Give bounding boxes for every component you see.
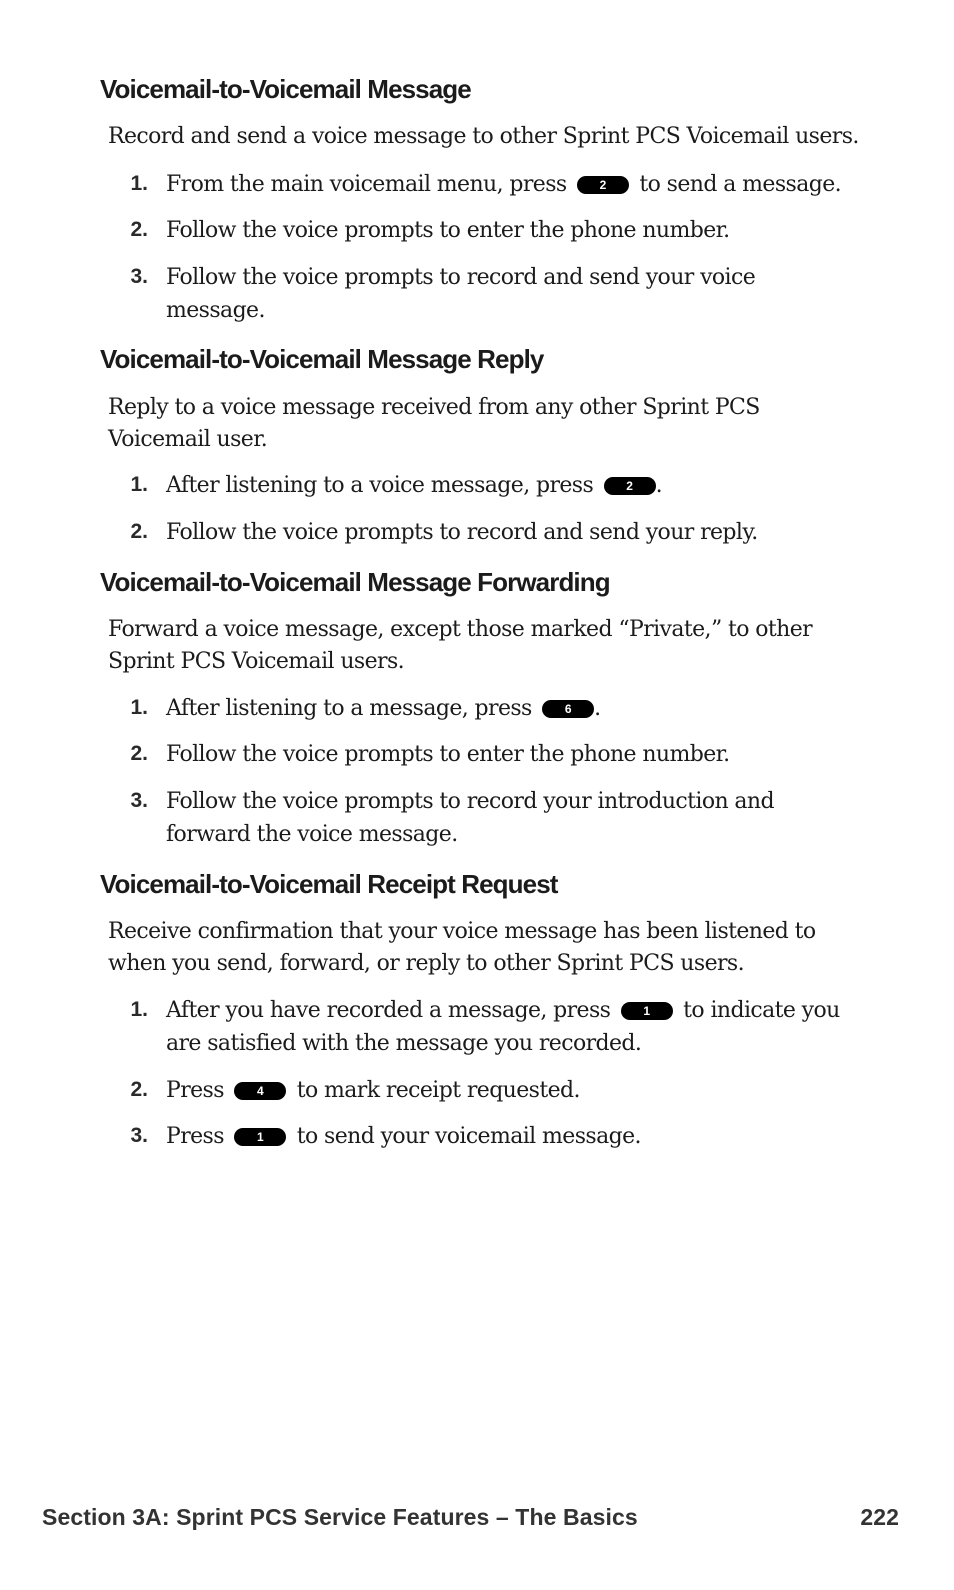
step-number: 2. [130, 218, 148, 241]
step-number: 3. [130, 1124, 148, 1147]
step-text: After listening to a voice message, press 2 . [166, 473, 662, 498]
step-number: 1. [130, 696, 148, 719]
page-number: 222 [860, 1504, 899, 1530]
step-number: 1. [130, 998, 148, 1021]
step-text: From the main voicemail menu, press 2 to send a message. [166, 172, 842, 197]
step-number: 2. [130, 520, 148, 543]
step-text: Follow the voice prompts to record your introduction and forward the voice message. [166, 789, 774, 847]
key-6-icon: 6 [542, 700, 594, 718]
step-number: 3. [130, 265, 148, 288]
step-number: 1. [130, 172, 148, 195]
section-intro-message: Record and send a voice message to other Sprint PCS Voicemail users. [108, 124, 859, 149]
section-heading-forwarding: Voicemail-to-Voicemail Message Forwarding [100, 567, 610, 597]
step-number: 3. [130, 789, 148, 812]
step-text: Follow the voice prompts to enter the phone number. [166, 218, 730, 243]
step-text: Follow the voice prompts to record and send your reply. [166, 520, 758, 545]
step-number: 2. [130, 1078, 148, 1101]
footer-section-title: Section 3A: Sprint PCS Service Features – The Basics [42, 1504, 638, 1530]
step-text: After you have recorded a message, press 1 to indicate you are satisfied with the message you recorded. [166, 998, 840, 1056]
section-heading-receipt: Voicemail-to-Voicemail Receipt Request [100, 869, 558, 899]
section-heading-reply: Voicemail-to-Voicemail Message Reply [100, 344, 544, 374]
section-intro-reply: Reply to a voice message received from any other Sprint PCS Voicemail user. [108, 395, 760, 452]
key-4-icon: 4 [234, 1082, 286, 1100]
step-text: Press 4 to mark receipt requested. [166, 1078, 580, 1103]
step-number: 1. [130, 473, 148, 496]
step-text: After listening to a message, press 6 . [166, 696, 601, 721]
step-number: 2. [130, 742, 148, 765]
key-2-icon: 2 [577, 176, 629, 194]
key-2-icon: 2 [604, 477, 656, 495]
key-1-icon: 1 [621, 1002, 673, 1020]
section-intro-forwarding: Forward a voice message, except those marked “Private,” to other Sprint PCS Voicemail users. [108, 617, 813, 674]
key-1-icon: 1 [234, 1128, 286, 1146]
section-intro-receipt: Receive confirmation that your voice message has been listened to when you send, forward, or reply to other Sprint PCS users. [108, 919, 816, 976]
step-text: Press 1 to send your voicemail message. [166, 1124, 641, 1149]
step-text: Follow the voice prompts to record and send your voice message. [166, 265, 756, 323]
section-heading-message: Voicemail-to-Voicemail Message [100, 74, 471, 104]
step-text: Follow the voice prompts to enter the phone number. [166, 742, 730, 767]
